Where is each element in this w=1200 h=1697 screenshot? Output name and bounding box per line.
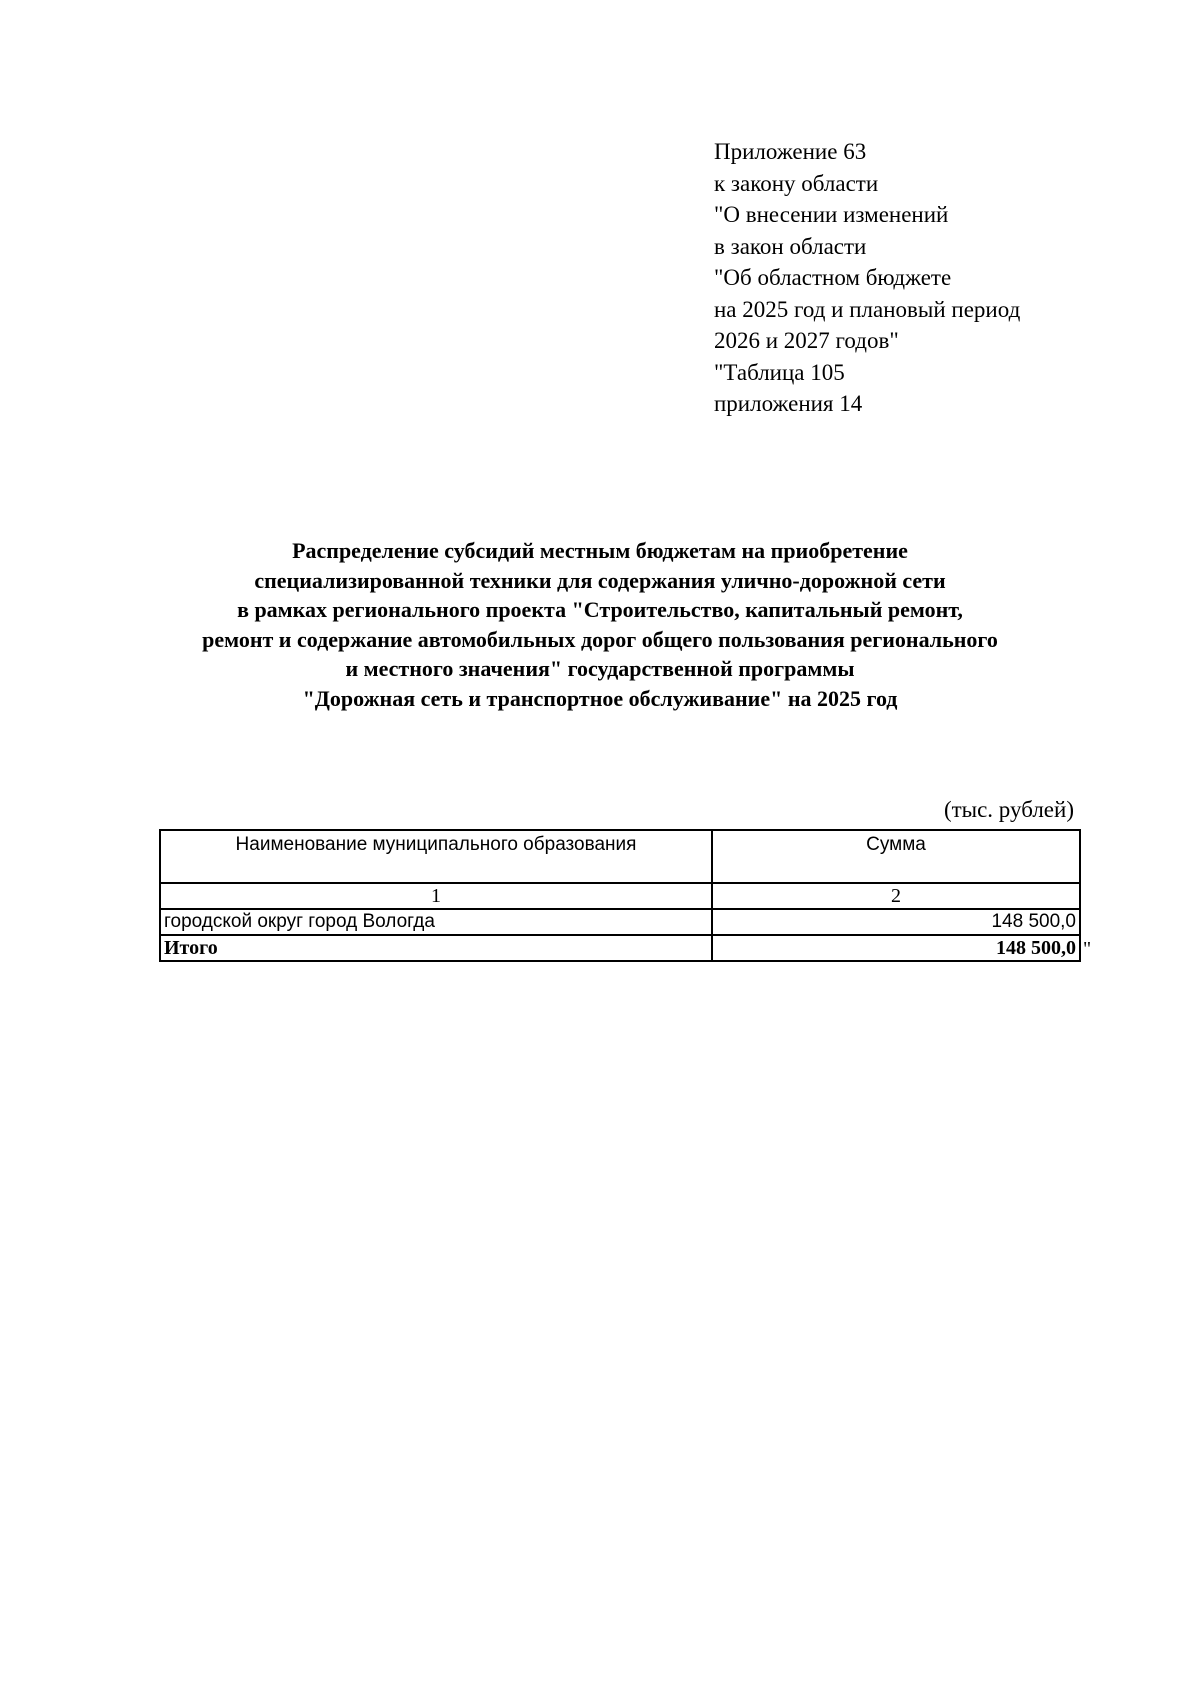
appendix-line: "О внесении изменений	[714, 202, 949, 227]
municipality-name: городской округ город Вологда	[160, 909, 712, 935]
appendix-line: "Таблица 105	[714, 359, 845, 385]
subsidy-table-wrap	[159, 829, 1081, 962]
table-row	[160, 909, 1080, 935]
appendix-line: на 2025 год и плановый период	[714, 296, 1021, 322]
title-line: ремонт и содержание автомобильных дорог общего пользования регионального	[202, 626, 998, 652]
appendix-line: "Об областном бюджете	[714, 265, 952, 290]
appendix-line: приложения 14	[714, 391, 863, 416]
header-amount: Сумма	[712, 830, 1080, 883]
column-number-1: 1	[160, 883, 712, 909]
title-line: и местного значения" государственной программы	[345, 656, 855, 681]
appendix-block	[714, 136, 1134, 420]
units-label: (тыс. рублей)	[943, 797, 1074, 822]
title-line: специализированной техники для содержания улично-дорожной сети	[254, 567, 946, 593]
appendix-line: 2026 и 2027 годов"	[714, 328, 899, 353]
amount-value: 148 500,0	[712, 909, 1080, 935]
title-line: "Дорожная сеть и транспортное обслуживание" на 2025 год	[302, 685, 898, 711]
document-title	[100, 536, 1100, 713]
total-label: Итого	[160, 935, 712, 961]
table-header-row	[160, 830, 1080, 883]
header-municipality: Наименование муниципального образования	[160, 830, 712, 883]
appendix-line: к закону области	[714, 170, 879, 196]
subsidy-table	[159, 829, 1081, 962]
title-line: в рамках регионального проекта "Строительство, капитальный ремонт,	[237, 597, 963, 622]
column-number-2: 2	[712, 883, 1080, 909]
title-line: Распределение субсидий местным бюджетам на приобретение	[292, 538, 908, 563]
appendix-line: Приложение 63	[714, 139, 867, 164]
total-row	[160, 935, 1080, 961]
closing-quote: "	[1083, 938, 1092, 960]
total-amount: 148 500,0	[712, 935, 1080, 961]
appendix-line: в закон области	[714, 233, 867, 259]
column-number-row	[160, 883, 1080, 909]
